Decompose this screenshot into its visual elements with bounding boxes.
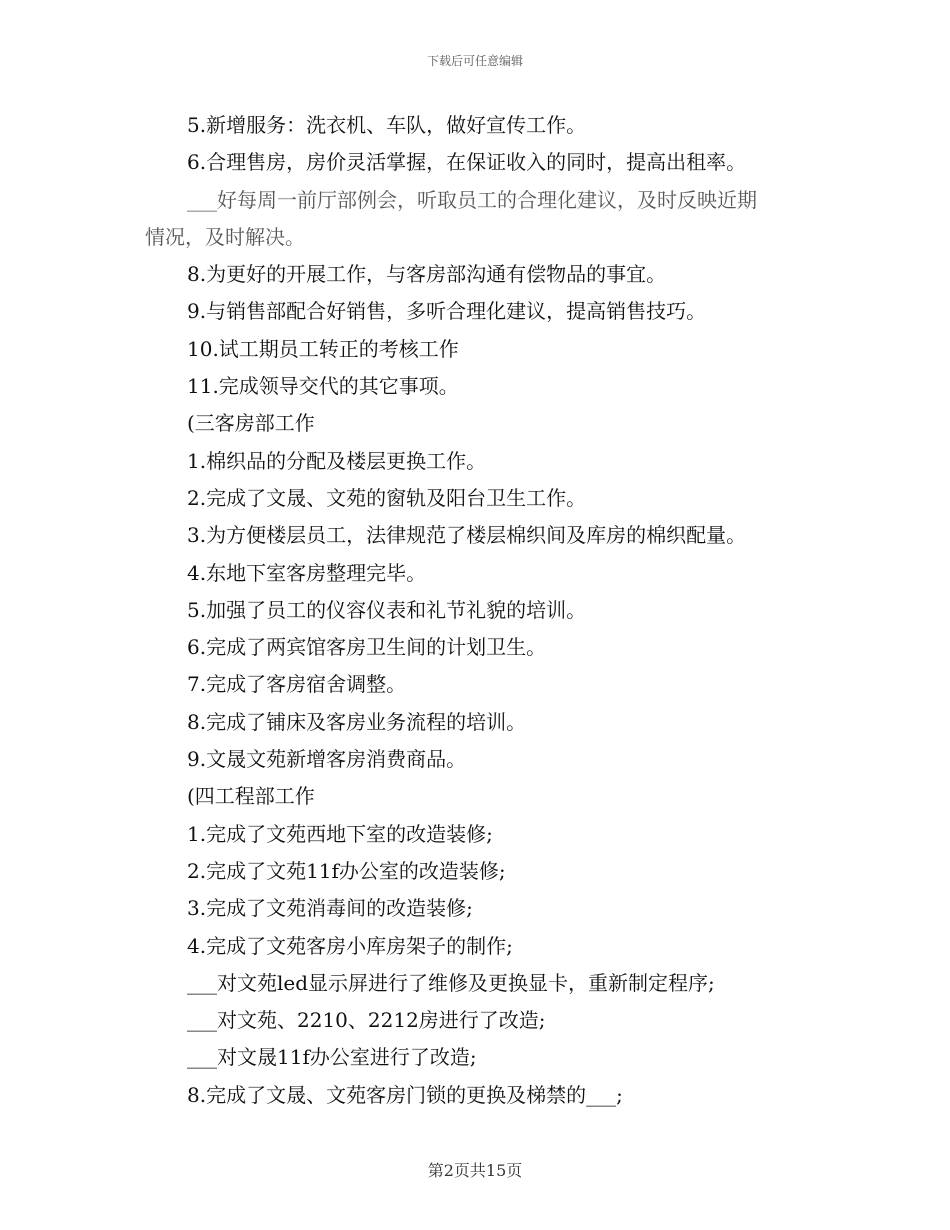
text-line: 2.完成了文苑11f办公室的改造装修; <box>187 858 506 883</box>
section-heading: (四工程部工作 <box>187 784 315 809</box>
text-line: 1.棉织品的分配及楼层更换工作。 <box>187 448 487 473</box>
text-line: 10.试工期员工转正的考核工作 <box>187 336 459 361</box>
text-line: ___好每周一前厅部例会，听取员工的合理化建议，及时反映近期 <box>187 187 757 212</box>
text-line: 1.完成了文苑西地下室的改造装修; <box>187 821 493 846</box>
text-line: ___对文苑、2210、2212房进行了改造; <box>187 1008 546 1033</box>
text-line: 11.完成领导交代的其它事项。 <box>187 374 459 399</box>
text-line: 4.完成了文苑客房小库房架子的制作; <box>187 933 513 958</box>
text-line: 8.完成了铺床及客房业务流程的培训。 <box>187 709 527 734</box>
text-line: 3.完成了文苑消毒间的改造装修; <box>187 896 473 921</box>
text-line: ___对文晟11f办公室进行了改造; <box>187 1045 477 1070</box>
text-line-continuation: 情况，及时解决。 <box>145 224 305 249</box>
text-line: 7.完成了客房宿舍调整。 <box>187 672 407 697</box>
text-line: 9.文晟文苑新增客房消费商品。 <box>187 747 467 772</box>
text-line: 9.与销售部配合好销售，多听合理化建议，提高销售技巧。 <box>187 299 707 324</box>
text-line: 6.合理售房，房价灵活掌握，在保证收入的同时，提高出租率。 <box>187 150 747 175</box>
document-body <box>145 107 810 1114</box>
text-line: 3.为方便楼层员工，法律规范了楼层棉织间及库房的棉织配量。 <box>187 523 747 548</box>
text-line: 6.完成了两宾馆客房卫生间的计划卫生。 <box>187 635 547 660</box>
text-line: 8.为更好的开展工作，与客房部沟通有偿物品的事宜。 <box>187 262 667 287</box>
page-footer: 第2页共15页 <box>427 1161 523 1180</box>
section-heading: (三客房部工作 <box>187 411 315 436</box>
text-line: 2.完成了文晟、文苑的窗轨及阳台卫生工作。 <box>187 485 587 510</box>
page-header: 下载后可任意编辑 <box>426 54 523 68</box>
text-line: 4.东地下室客房整理完毕。 <box>187 560 427 585</box>
text-line: ___对文苑led显示屏进行了维修及更换显卡，重新制定程序; <box>187 970 715 995</box>
text-line: 8.完成了文晟、文苑客房门锁的更换及梯禁的___; <box>187 1082 623 1107</box>
text-line: 5.加强了员工的仪容仪表和礼节礼貌的培训。 <box>187 597 587 622</box>
text-line: 5.新增服务：洗衣机、车队，做好宣传工作。 <box>187 113 587 137</box>
